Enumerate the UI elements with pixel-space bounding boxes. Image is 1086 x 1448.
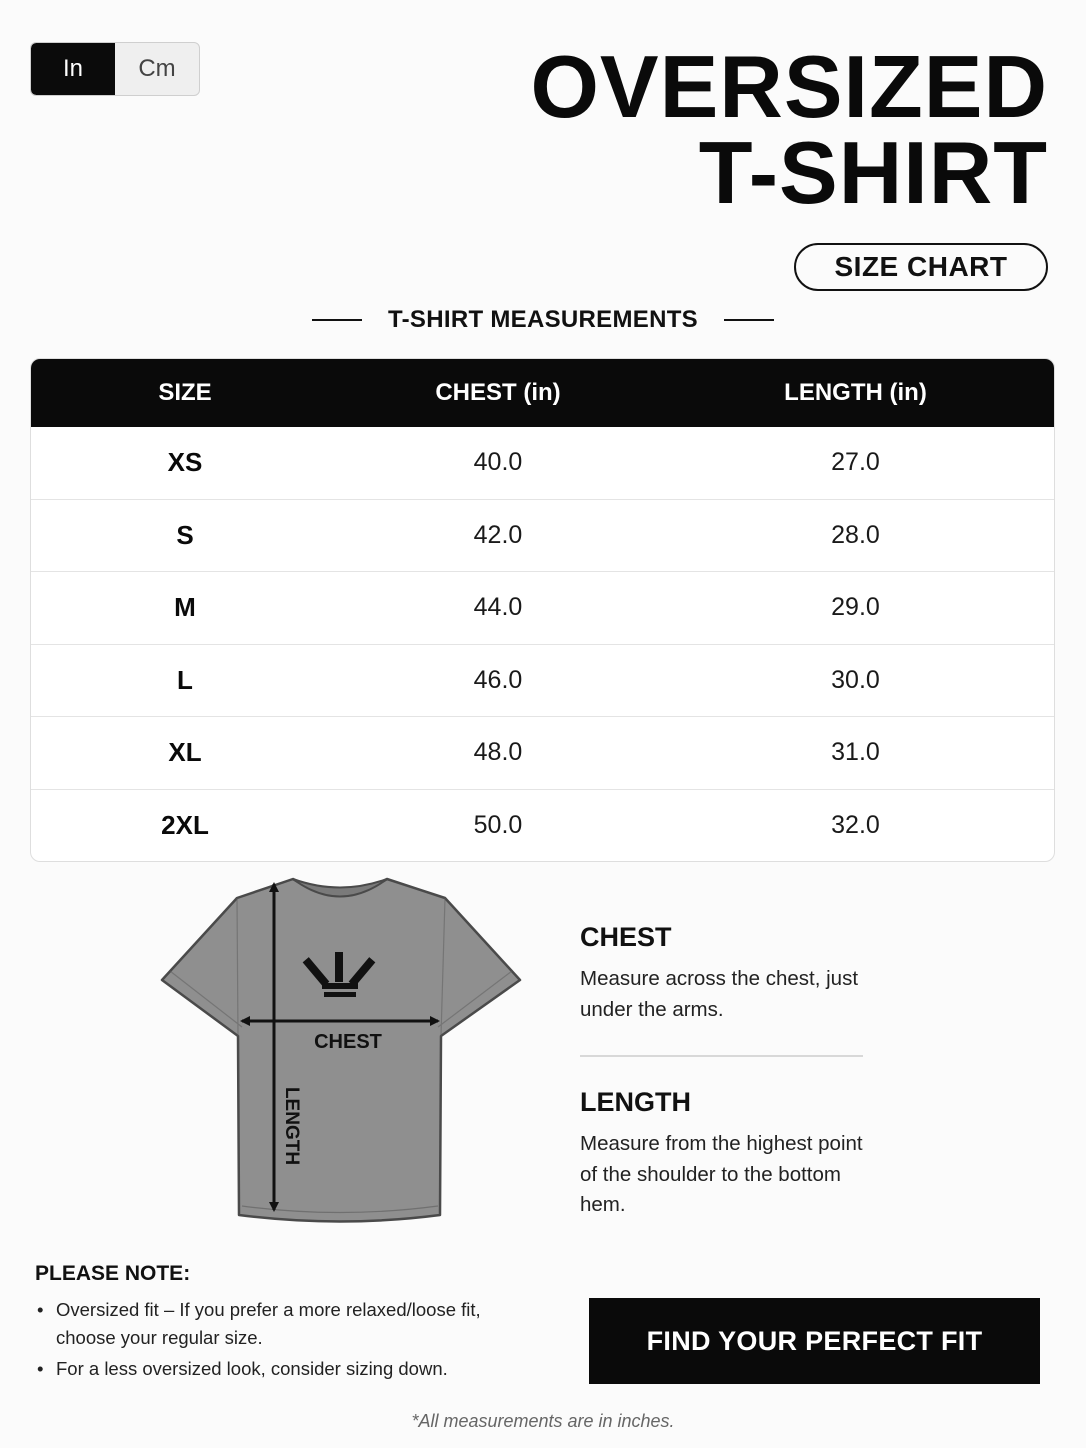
note-item: • Oversized fit – If you prefer a more relaxed/loose fit, choose your regular size.	[35, 1296, 535, 1352]
cell-length: 30.0	[831, 665, 880, 694]
section-heading-label: T-SHIRT MEASUREMENTS	[387, 306, 698, 333]
cell-length: 32.0	[831, 810, 880, 839]
tshirt-illustration	[150, 870, 530, 1240]
cell-chest: 42.0	[473, 520, 523, 549]
unit-inches-button[interactable]: In	[31, 43, 115, 95]
length-diagram-label: LENGTH	[281, 1086, 302, 1166]
cell-size: L	[177, 664, 193, 695]
find-your-fit-button[interactable]: FIND YOUR PERFECT FIT	[589, 1298, 1040, 1384]
table-body	[31, 427, 1054, 861]
unit-toggle	[30, 42, 200, 96]
title-line-2: T-SHIRT	[698, 123, 1048, 222]
chest-description: Measure across the chest, just under the arms.	[580, 967, 859, 1021]
cell-chest: 50.0	[473, 810, 523, 839]
size-table	[30, 358, 1055, 862]
cell-size: M	[174, 592, 196, 623]
table-row	[31, 499, 1054, 572]
header-chest: CHEST (in)	[435, 379, 561, 406]
cell-length: 28.0	[831, 520, 880, 549]
cell-length: 27.0	[831, 448, 880, 477]
page-title	[530, 37, 1048, 222]
cell-length: 29.0	[831, 593, 880, 622]
note-item: • For a less oversized look, consider sizing down.	[35, 1355, 535, 1383]
measure-divider	[580, 1055, 863, 1057]
header-size: SIZE	[158, 379, 212, 406]
cell-chest: 48.0	[473, 738, 523, 767]
title-line-1: OVERSIZED	[530, 37, 1048, 136]
heading-rule-left	[312, 319, 362, 321]
table-row	[31, 571, 1054, 644]
table-row	[31, 644, 1054, 717]
unit-cm-button[interactable]: Cm	[138, 55, 176, 82]
cell-chest: 40.0	[473, 448, 523, 477]
cell-size: S	[176, 519, 194, 550]
cell-size: 2XL	[161, 809, 209, 840]
table-row	[31, 427, 1054, 499]
chest-heading: CHEST	[580, 922, 672, 952]
note-heading: PLEASE NOTE:	[35, 1262, 191, 1285]
section-heading	[0, 306, 1086, 334]
cell-length: 31.0	[831, 738, 880, 767]
footnote: *All measurements are in inches.	[411, 1411, 675, 1431]
size-chart-badge: SIZE CHART	[794, 243, 1048, 291]
tshirt-diagram	[150, 870, 530, 1240]
table-row	[31, 789, 1054, 862]
length-heading: LENGTH	[580, 1087, 691, 1117]
cell-chest: 44.0	[473, 593, 523, 622]
cell-chest: 46.0	[473, 665, 523, 694]
cell-size: XL	[168, 737, 202, 768]
chest-diagram-label: CHEST	[314, 1031, 382, 1053]
heading-rule-right	[724, 319, 774, 321]
table-row	[31, 716, 1054, 789]
header-length: LENGTH (in)	[784, 379, 927, 406]
length-description: Measure from the highest point of the shoulder to the bottom hem.	[580, 1132, 863, 1216]
cell-size: XS	[167, 447, 203, 478]
table-header	[31, 359, 1054, 427]
note-list	[35, 1296, 535, 1386]
